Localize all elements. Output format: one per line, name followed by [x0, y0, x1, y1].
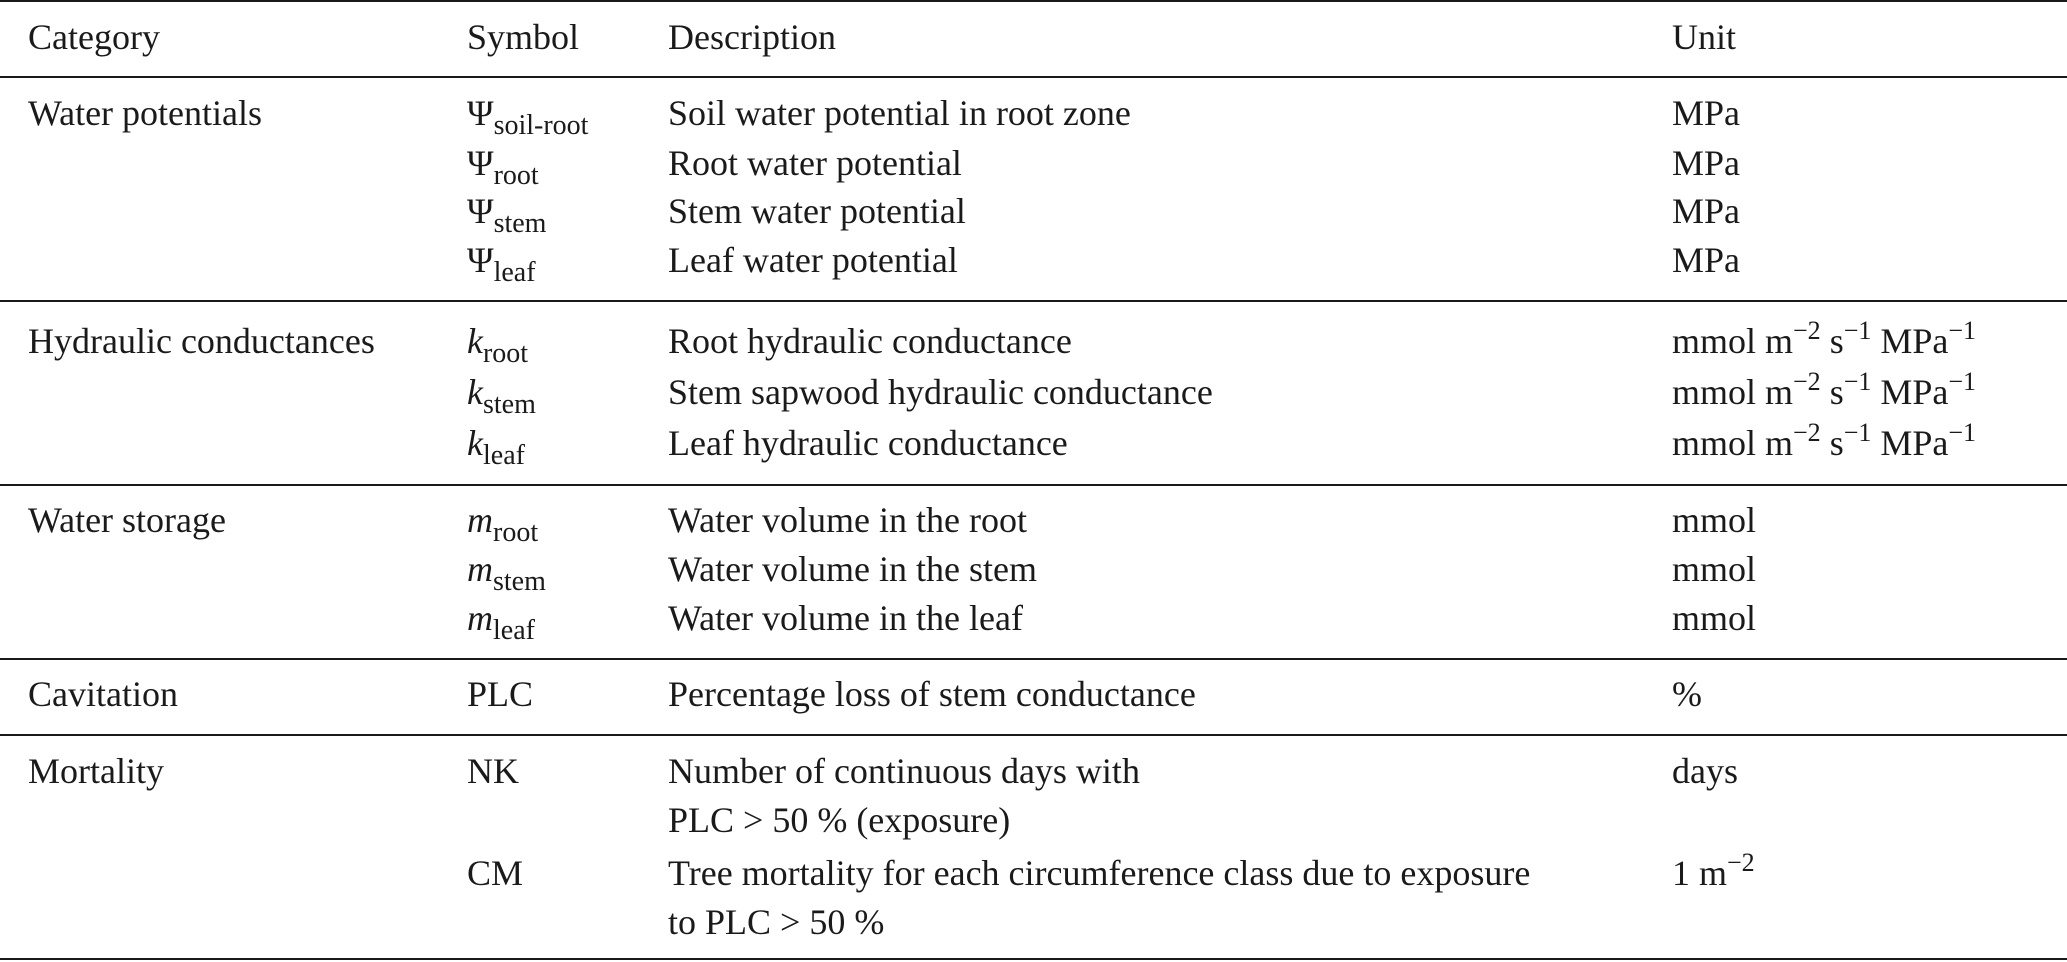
group-rule [0, 658, 2067, 660]
symbol-subscript: root [482, 338, 529, 369]
unit-exponent: −2 [1793, 367, 1821, 396]
desc-cm-line-2: to PLC > 50 % [668, 902, 885, 942]
category-water-storage: Water storage [28, 500, 226, 540]
unit-mpa: MPa [1672, 143, 1741, 183]
header-unit: Unit [1672, 17, 1737, 57]
unit-conductance [1672, 418, 1977, 463]
unit-mpa: MPa [1672, 93, 1741, 133]
header-rule [0, 76, 2067, 78]
symbol-subscript: root [493, 160, 539, 191]
unit-part: MPa [1871, 372, 1949, 412]
unit-part: 1 m [1672, 853, 1728, 893]
unit-part: mmol m [1672, 321, 1794, 361]
unit-mpa: MPa [1672, 191, 1741, 231]
desc-nk-line-1: Number of continuous days with [668, 751, 1140, 791]
symbol-cm: CM [467, 853, 524, 893]
symbol-base: m [467, 549, 493, 589]
symbol-base: Ψ [467, 191, 494, 231]
symbol-base: Ψ [467, 93, 494, 133]
unit-per-area [1672, 848, 1755, 893]
unit-mmol: mmol [1672, 598, 1757, 638]
symbol-k-leaf [467, 423, 525, 471]
header-category: Category [28, 17, 160, 57]
symbol-plc: PLC [467, 674, 534, 714]
unit-exponent: −1 [1948, 316, 1977, 345]
category-hydraulic-conductances: Hydraulic conductances [28, 321, 375, 361]
unit-exponent: −1 [1843, 367, 1872, 396]
group-rule [0, 734, 2067, 736]
symbol-subscript: stem [493, 566, 546, 597]
header-description: Description [668, 17, 836, 57]
unit-mmol: mmol [1672, 500, 1757, 540]
table-top-rule [0, 0, 2067, 2]
unit-exponent: −2 [1793, 418, 1821, 447]
symbol-base: k [467, 372, 483, 412]
symbol-base: m [467, 500, 493, 540]
symbol-psi-leaf [467, 240, 536, 288]
unit-part: MPa [1871, 321, 1949, 361]
header-symbol: Symbol [467, 17, 580, 57]
symbol-subscript: leaf [493, 257, 536, 288]
symbol-base: Ψ [467, 240, 494, 280]
group-rule [0, 484, 2067, 486]
symbol-nk: NK [467, 751, 519, 791]
symbol-subscript: leaf [493, 615, 535, 646]
unit-exponent: −1 [1843, 418, 1872, 447]
desc-stem-sapwood-conductance: Stem sapwood hydraulic conductance [668, 372, 1213, 412]
category-mortality: Mortality [28, 751, 164, 791]
desc-stem-water-potential: Stem water potential [668, 191, 966, 231]
desc-water-volume-stem: Water volume in the stem [668, 549, 1037, 589]
unit-exponent: −1 [1843, 316, 1872, 345]
unit-exponent: −2 [1793, 316, 1821, 345]
symbol-psi-root [467, 143, 539, 191]
unit-days: days [1672, 751, 1738, 791]
desc-root-water-potential: Root water potential [668, 143, 962, 183]
symbol-m-root [467, 500, 539, 548]
desc-water-volume-leaf: Water volume in the leaf [668, 598, 1023, 638]
unit-part: MPa [1871, 423, 1949, 463]
symbol-psi-stem [467, 191, 547, 239]
group-rule [0, 300, 2067, 302]
symbol-base: Ψ [467, 143, 494, 183]
table-bottom-rule [0, 958, 2067, 960]
category-cavitation: Cavitation [28, 674, 178, 714]
symbol-base: k [467, 321, 483, 361]
symbol-k-stem [467, 372, 536, 420]
category-water-potentials: Water potentials [28, 93, 263, 133]
symbol-base: k [467, 423, 483, 463]
unit-conductance [1672, 367, 1977, 412]
desc-cm-line-1: Tree mortality for each circumference class due to exposure [668, 853, 1531, 893]
desc-root-hydraulic-conductance: Root hydraulic conductance [668, 321, 1072, 361]
symbol-m-leaf [467, 598, 535, 646]
unit-exponent: −2 [1727, 848, 1755, 877]
unit-part: mmol m [1672, 372, 1794, 412]
unit-mpa: MPa [1672, 240, 1741, 280]
unit-exponent: −1 [1948, 367, 1977, 396]
unit-exponent: −1 [1948, 418, 1977, 447]
desc-percentage-loss: Percentage loss of stem conductance [668, 674, 1196, 714]
desc-soil-water-potential: Soil water potential in root zone [668, 93, 1131, 133]
symbol-subscript: root [493, 517, 539, 548]
symbol-subscript: leaf [482, 440, 525, 471]
unit-mmol: mmol [1672, 549, 1757, 589]
unit-percent: % [1672, 674, 1702, 714]
desc-water-volume-root: Water volume in the root [668, 500, 1027, 540]
unit-part: s [1820, 423, 1844, 463]
symbol-base: m [467, 598, 493, 638]
symbol-psi-soil-root [467, 93, 589, 141]
unit-part: mmol m [1672, 423, 1794, 463]
symbol-k-root [467, 321, 529, 369]
unit-conductance [1672, 316, 1977, 361]
symbol-subscript: soil-root [493, 110, 589, 141]
desc-leaf-hydraulic-conductance: Leaf hydraulic conductance [668, 423, 1068, 463]
symbol-subscript: stem [493, 208, 547, 239]
desc-leaf-water-potential: Leaf water potential [668, 240, 958, 280]
unit-part: s [1820, 321, 1844, 361]
symbol-subscript: stem [482, 389, 536, 420]
unit-part: s [1820, 372, 1844, 412]
desc-nk-line-2: PLC > 50 % (exposure) [668, 800, 1011, 840]
symbol-m-stem [467, 549, 546, 597]
